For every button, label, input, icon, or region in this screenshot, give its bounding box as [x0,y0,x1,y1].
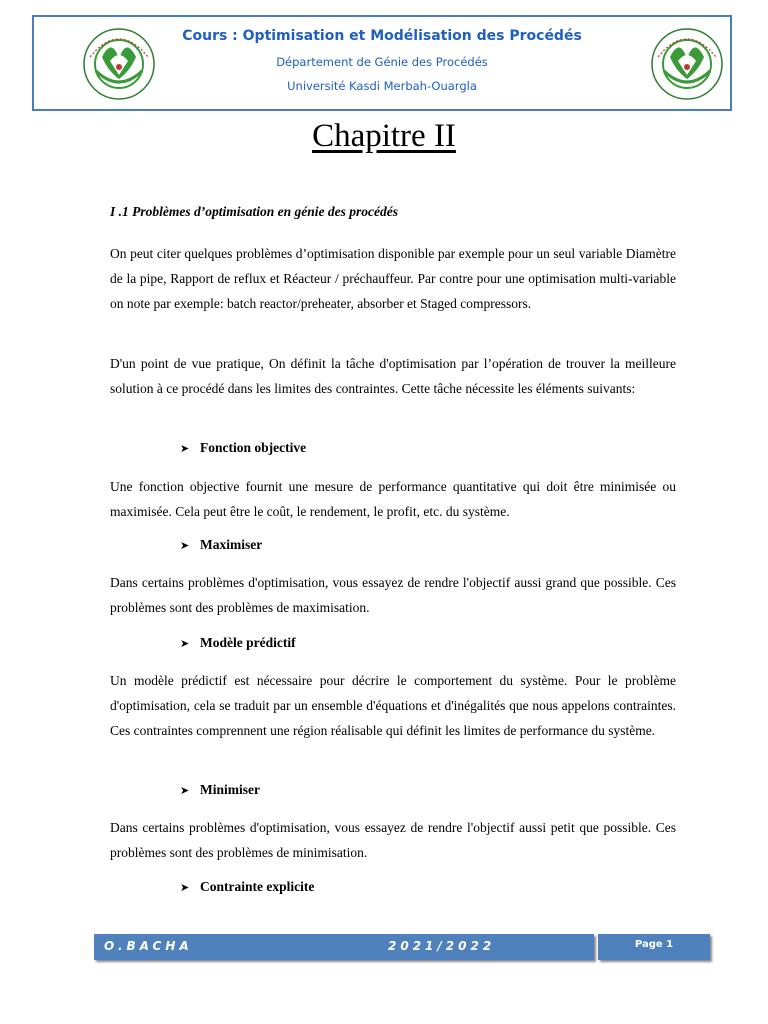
bullet-maximiser [180,537,262,553]
bullet-label: Fonction objective [200,440,307,455]
chapter-title: Chapitre II [312,118,456,154]
arrow-bullet-icon: ➤ [180,881,190,894]
arrow-bullet-icon: ➤ [180,784,190,797]
section-heading: I .1 Problèmes d’optimisation en génie des procédés [110,204,398,219]
document-header [32,15,732,111]
bullet-label: Maximiser [200,537,263,552]
bullet-contrainte-explicite [180,879,314,895]
bullet-fonction-objective [180,440,306,456]
paragraph-practical: D'un point de vue pratique, On définit la tâche d'optimisation par l’opération de trouver la meilleure solution à ce procédé dans les limites des contraintes. Cette tâche nécessite les éléments suivants: [110,356,676,396]
arrow-bullet-icon: ➤ [180,539,190,552]
bullet-label: Contrainte explicite [200,879,315,894]
arrow-bullet-icon: ➤ [180,442,190,455]
paragraph-intro: On peut citer quelques problèmes d’optimisation disponible par exemple pour un seul variable Diamètre de la pipe, Rapport de reflux et Réacteur / préchauffeur. Par contre pour une optimisation multi-variable on note par exemple: batch reactor/preheater, absorber et Staged compressors. [110,246,676,311]
paragraph-modele-predictif: Un modèle prédictif est nécessaire pour décrire le comportement du système. Pour le problème d'optimisation, cela se traduit par un ensemble d'équations et d'inégalités que nous appelons contraintes. Ces contraintes comprennent une région réalisable qui définit les limites de performance du système. [110,673,676,738]
university-seal-logo-right [650,27,724,101]
bullet-label: Minimiser [200,782,260,797]
paragraph-minimiser: Dans certains problèmes d'optimisation, vous essayez de rendre l'objectif aussi petit que possible. Ces problèmes sont des problèmes de minimisation. [110,820,676,860]
footer-page-number: Page 1 [598,934,710,960]
bullet-minimiser [180,782,260,798]
footer-bar [94,934,594,960]
bullet-modele-predictif [180,635,296,651]
page-footer [94,934,712,962]
paragraph-maximiser: Dans certains problèmes d'optimisation, vous essayez de rendre l'objectif aussi grand que possible. Ces problèmes sont des problèmes de maximisation. [110,575,676,615]
footer-author: O.BACHA [104,939,193,953]
course-title: Cours : Optimisation et Modélisation des Procédés [182,28,582,44]
paragraph-fonction-objective: Une fonction objective fournit une mesure de performance quantitative qui doit être minimisée ou maximisée. Cela peut être le coût, le rendement, le profit, etc. du système. [110,479,676,519]
department-name: Département de Génie des Procédés [276,55,488,69]
footer-year: 2021/2022 [388,939,496,953]
university-name: Université Kasdi Merbah-Ouargla [287,79,477,93]
arrow-bullet-icon: ➤ [180,637,190,650]
bullet-label: Modèle prédictif [200,635,296,650]
